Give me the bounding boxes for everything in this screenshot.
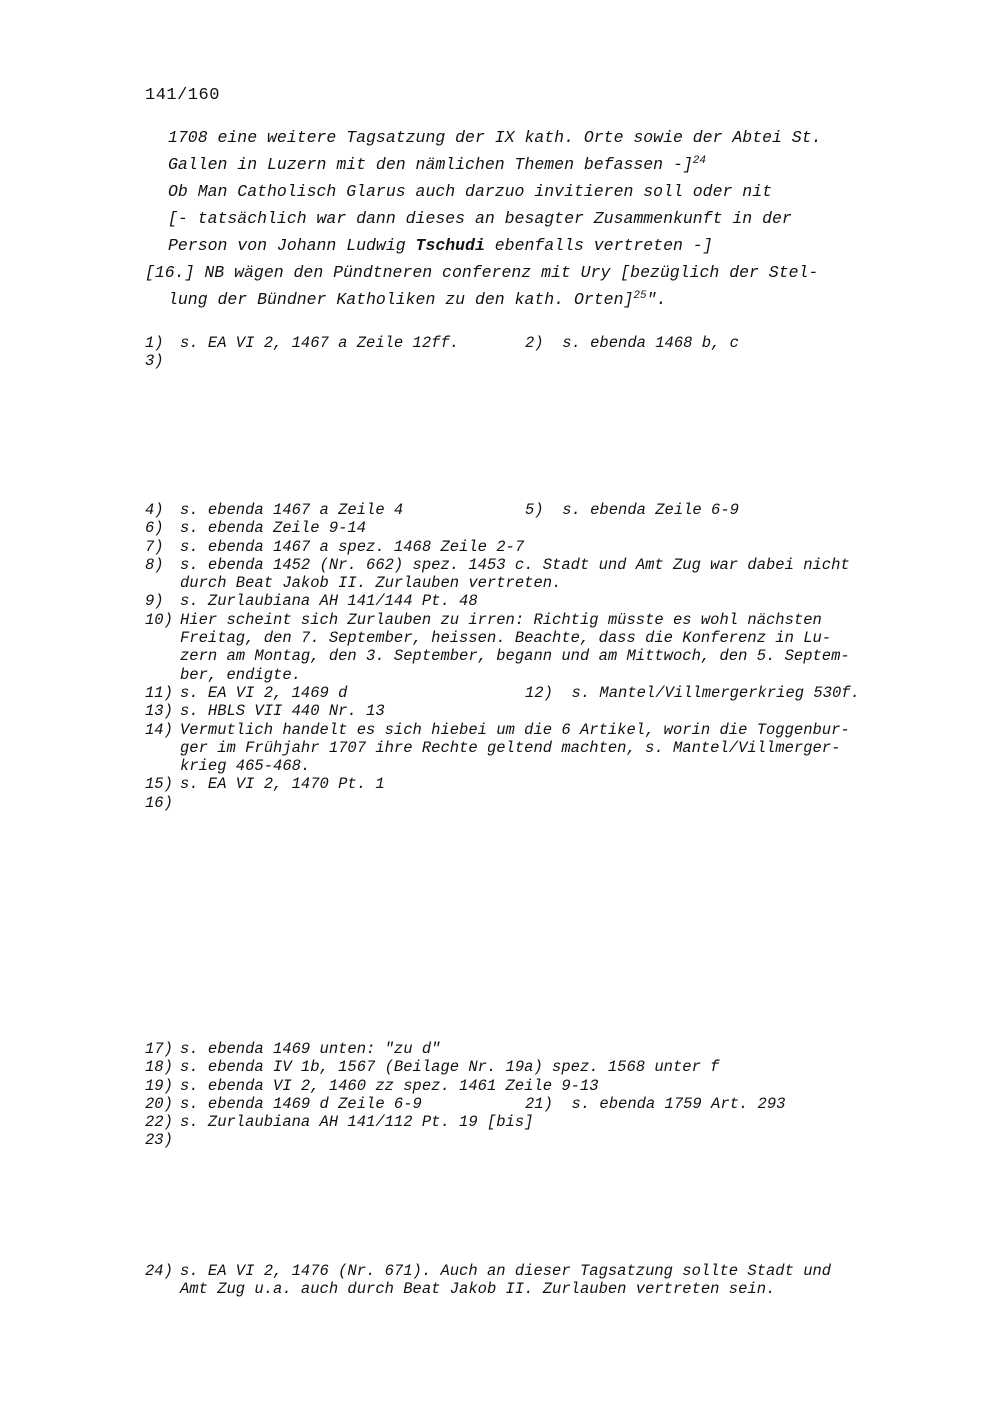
- footnote-number: 24): [145, 1262, 173, 1280]
- main-text-line: lung der Bündner Katholiken zu den kath. Orten]$^{25}$".: [168, 290, 667, 309]
- footnote: [145, 1058, 925, 1076]
- footnote-continuation: ber, endigte.: [180, 665, 301, 684]
- main-text-line: 1708 eine weitere Tagsatzung der IX kath. Orte sowie der Abtei St.: [168, 128, 822, 147]
- footnote: [145, 611, 925, 684]
- footnote-reference: 24: [692, 155, 706, 167]
- footnote-text: s. ebenda 1452 (Nr. 662) spez. 1453 c. Stadt und Amt Zug war dabei nicht: [180, 555, 850, 574]
- footnote-number: 10): [145, 610, 173, 629]
- footnote-number: 19): [145, 1076, 173, 1095]
- footnote-number: 20): [145, 1094, 173, 1113]
- footnote: [145, 334, 925, 352]
- footnote-continuation: krieg 465-468.: [180, 757, 311, 776]
- footnote-continuation: Freitag, den 7. September, heissen. Beachte, dass die Konferenz in Lu-: [180, 629, 832, 648]
- footnotes-group-1: [145, 334, 925, 371]
- footnote-number: 18): [145, 1058, 173, 1077]
- footnote-second-column: 21) s. ebenda 1759 Art. 293: [525, 1094, 786, 1113]
- footnote-text: s. EA VI 2, 1476 (Nr. 671). Auch an dieser Tagsatzung sollte Stadt und: [180, 1262, 832, 1280]
- main-text: [145, 124, 925, 313]
- footnote-text: s. ebenda 1467 a spez. 1468 Zeile 2-7: [180, 537, 525, 556]
- footnote-text: [180, 352, 925, 370]
- footnote: [145, 519, 925, 537]
- footnote-second-column: 2) s. ebenda 1468 b, c: [525, 334, 739, 352]
- main-text-line: [16.] NB wägen den Pündtneren conferenz mit Ury [bezüglich der Stel-: [145, 263, 819, 282]
- footnote-continuation: durch Beat Jakob II. Zurlauben vertreten.: [180, 574, 562, 593]
- footnote-continuation: Amt Zug u.a. auch durch Beat Jakob II. Zurlauben vertreten sein.: [180, 1280, 776, 1299]
- footnote: [145, 556, 925, 593]
- main-text-line: [- tatsächlich war dann dieses an besagter Zusammenkunft in der: [168, 209, 792, 228]
- footnote-continuation: ger im Frühjahr 1707 ihre Rechte geltend machten, s. Mantel/Villmerger-: [180, 738, 841, 757]
- footnote-text: s. ebenda VI 2, 1460 zz spez. 1461 Zeile 9-13: [180, 1076, 599, 1095]
- footnote-number: 4): [145, 501, 164, 519]
- footnote-number: 6): [145, 519, 164, 538]
- footnote: [145, 702, 925, 720]
- footnote-number: 16): [145, 793, 173, 812]
- footnote: [145, 352, 925, 370]
- footnotes-group-3: [145, 1040, 925, 1150]
- footnote-number: 14): [145, 720, 173, 739]
- footnote-text: s. EA VI 2, 1467 a Zeile 12ff.: [180, 334, 460, 352]
- footnote-text: Hier scheint sich Zurlauben zu irren: Richtig müsste es wohl nächsten: [180, 610, 822, 629]
- footnote: [145, 1040, 925, 1058]
- footnote: [145, 794, 925, 812]
- footnote-number: 3): [145, 352, 164, 371]
- footnote-number: 8): [145, 555, 164, 574]
- footnote-number: 13): [145, 702, 173, 721]
- footnote-text: s. EA VI 2, 1469 d: [180, 683, 348, 702]
- footnote-number: 23): [145, 1131, 173, 1150]
- footnote: [145, 684, 925, 702]
- footnote-text: [180, 1131, 925, 1149]
- footnote-number: 9): [145, 592, 164, 611]
- main-text-line: Person von Johann Ludwig Tschudi ebenfalls vertreten -]: [168, 236, 713, 255]
- footnote-text: s. Zurlaubiana AH 141/144 Pt. 48: [180, 592, 478, 611]
- footnote-text: s. ebenda Zeile 9-14: [180, 519, 367, 538]
- footnotes-group-4: [145, 1262, 925, 1299]
- footnote: [145, 1077, 925, 1095]
- footnote-text: Vermutlich handelt es sich hiebei um die 6 Artikel, worin die Toggenbur-: [180, 720, 850, 739]
- main-text-line: Ob Man Catholisch Glarus auch darzuo invitieren soll oder nit: [168, 182, 772, 201]
- footnote-text: s. HBLS VII 440 Nr. 13: [180, 702, 385, 721]
- emphasized-name: Tschudi: [415, 236, 485, 255]
- footnote-text: s. ebenda 1469 unten: "zu d": [180, 1040, 441, 1058]
- footnote-number: 22): [145, 1113, 173, 1132]
- footnote: [145, 1262, 925, 1299]
- footnote-number: 1): [145, 334, 164, 352]
- footnote: [145, 775, 925, 793]
- footnote-number: 7): [145, 537, 164, 556]
- page-number: 141/160: [145, 86, 220, 105]
- main-text-line: Gallen in Luzern mit den nämlichen Themen befassen -]$^{24}$: [168, 155, 706, 174]
- footnote-text: s. ebenda IV 1b, 1567 (Beilage Nr. 19a) spez. 1568 unter f: [180, 1058, 720, 1077]
- footnote: [145, 721, 925, 776]
- footnote-number: 11): [145, 683, 173, 702]
- footnote-number: 17): [145, 1040, 173, 1058]
- footnote: [145, 592, 925, 610]
- footnote-text: [180, 794, 925, 812]
- footnote-text: s. EA VI 2, 1470 Pt. 1: [180, 775, 385, 794]
- footnote: [145, 501, 925, 519]
- footnote: [145, 1095, 925, 1113]
- footnote-number: 15): [145, 775, 173, 794]
- footnote-reference: 25: [633, 290, 647, 302]
- footnote-text: s. Zurlaubiana AH 141/112 Pt. 19 [bis]: [180, 1113, 534, 1132]
- footnote: [145, 538, 925, 556]
- footnote-text: s. ebenda 1469 d Zeile 6-9: [180, 1094, 422, 1113]
- footnotes-group-2: [145, 501, 925, 812]
- footnote: [145, 1131, 925, 1149]
- footnote-text: s. ebenda 1467 a Zeile 4: [180, 501, 404, 519]
- footnote-second-column: 12) s. Mantel/Villmergerkrieg 530f.: [525, 683, 860, 702]
- footnote: [145, 1113, 925, 1131]
- footnote-continuation: zern am Montag, den 3. September, begann und am Mittwoch, den 5. Septem-: [180, 647, 850, 666]
- footnote-second-column: 5) s. ebenda Zeile 6-9: [525, 501, 739, 519]
